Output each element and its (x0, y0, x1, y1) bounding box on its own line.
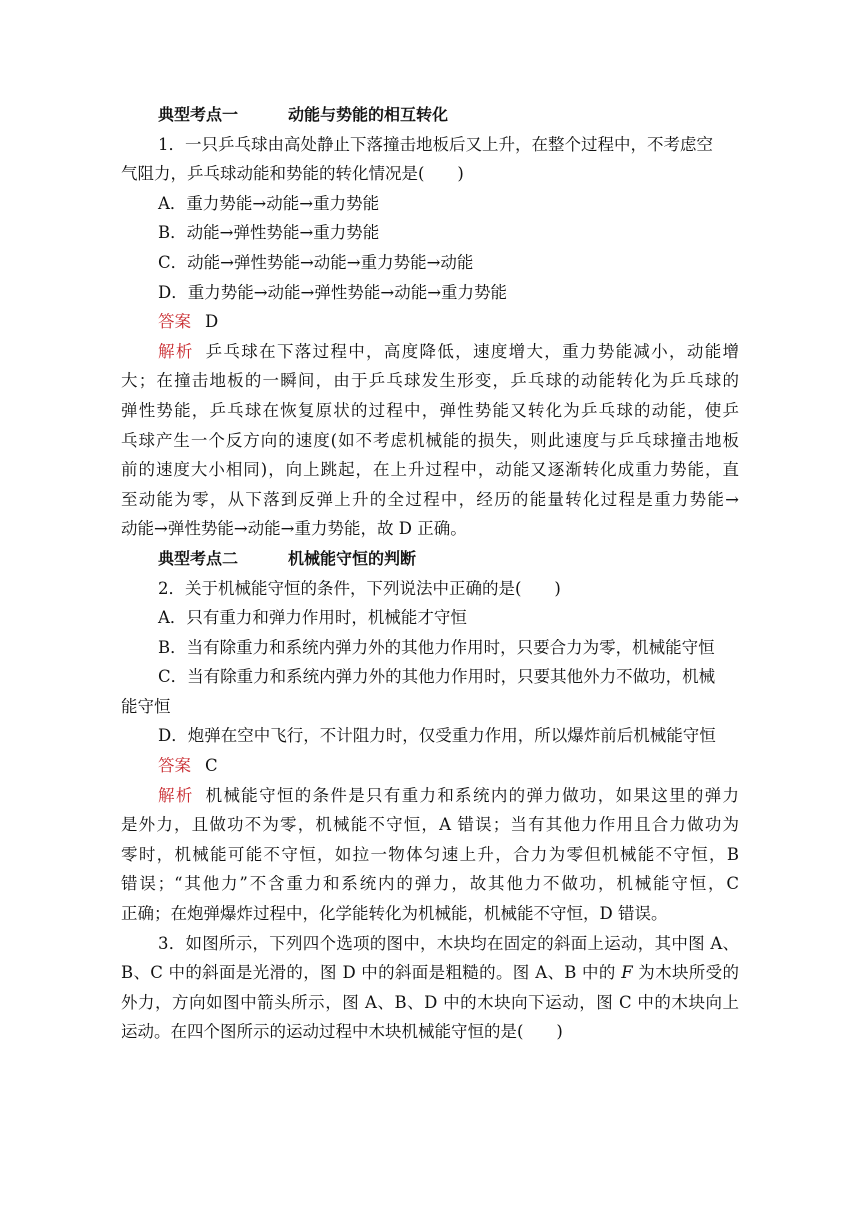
document-content (121, 100, 739, 1047)
q1-stem-line-2: 气阻力，乒乓球动能和势能的转化情况是( ) (121, 164, 464, 184)
q2-explanation-line-4: 错误；“其他力”不含重力和系统内的弹力，故其他力不做功，机械能守恒，C (121, 874, 739, 894)
q1-explanation-line-3: 弹性势能，乒乓球在恢复原状的过程中，弹性势能又转化为乒乓球的动能，使乒 (121, 400, 739, 420)
q1-explanation-line-5: 前的速度大小相同)，向上跳起，在上升过程中，动能又逐渐转化成重力势能，直 (121, 460, 739, 480)
q1-option-b: B．动能→弹性势能→重力势能 (158, 223, 380, 243)
answer-label: 答案 (158, 312, 191, 332)
section-title: 动能与势能的相互转化 (288, 105, 449, 124)
q2-answer (121, 751, 739, 781)
q3-line-1: 3．如图所示，下列四个选项的图中，木块均在固定的斜面上运动，其中图 A、 (158, 933, 739, 953)
force-variable: F (621, 963, 633, 983)
q3-line-2-post: 为木块所受的 (632, 963, 739, 983)
explanation-text: 机械能守恒的条件是只有重力和系统内的弹力做功，如果这里的弹力 (205, 785, 740, 805)
q2-explanation-line-1 (121, 781, 739, 811)
section-heading-1 (121, 100, 739, 130)
q2-option-a: A．只有重力和弹力作用时，机械能才守恒 (158, 608, 467, 628)
q2-explanation-line-2: 是外力，且做功不为零，机械能不守恒，A 错误；当有其他力作用且合力做功为 (121, 815, 739, 835)
q3-line-2-pre: B、C 中的斜面是光滑的，图 D 中的斜面是粗糙的。图 A、B 中的 (121, 963, 622, 983)
q2-option-b: B．当有除重力和系统内弹力外的其他力作用时，只要合力为零，机械能守恒 (158, 637, 715, 657)
explanation-label: 解析 (158, 785, 194, 805)
q1-explanation-line-2: 大；在撞击地板的一瞬间，由于乒乓球发生形变，乒乓球的动能转化为乒乓球的 (121, 371, 739, 391)
q2-stem: 2．关于机械能守恒的条件，下列说法中正确的是( ) (158, 578, 561, 598)
q1-answer (121, 307, 739, 337)
section-number: 典型考点二 (158, 548, 239, 568)
answer-label: 答案 (158, 756, 191, 776)
q1-stem-line-1: 1．一只乒乓球由高处静止下落撞击地板后又上升，在整个过程中，不考虑空 (158, 134, 713, 154)
q2-option-d: D．炮弹在空中飞行，不计阻力时，仅受重力作用，所以爆炸前后机械能守恒 (158, 726, 716, 746)
q3-line-3: 外力，方向如图中箭头所示，图 A、B、D 中的木块向下运动，图 C 中的木块向上 (121, 992, 739, 1012)
q2-explanation-line-5: 正确；在炮弹爆炸过程中，化学能转化为机械能，机械能不守恒，D 错误。 (121, 904, 668, 924)
q2-explanation-line-3: 零时，机械能可能不守恒，如拉一物体匀速上升，合力为零但机械能不守恒，B (121, 844, 739, 864)
answer-value: C (205, 756, 218, 776)
q1-explanation-line-7: 动能→弹性势能→动能→重力势能，故 D 正确。 (121, 519, 467, 539)
q1-explanation-line-1 (121, 337, 739, 367)
q1-explanation-line-6: 至动能为零，从下落到反弹上升的全过程中，经历的能量转化过程是重力势能→ (121, 489, 739, 509)
answer-value: D (205, 312, 219, 332)
q1-option-d: D．重力势能→动能→弹性势能→动能→重力势能 (158, 282, 508, 302)
section-heading-2 (121, 544, 739, 574)
q3-line-4: 运动。在四个图所示的运动过程中木块机械能守恒的是( ) (121, 1022, 563, 1042)
explanation-text: 乒乓球在下落过程中，高度降低，速度增大，重力势能减小，动能增 (205, 341, 740, 361)
section-title: 机械能守恒的判断 (288, 548, 417, 568)
q1-option-c: C．动能→弹性势能→动能→重力势能→动能 (158, 252, 474, 272)
q2-option-c-line-2: 能守恒 (121, 696, 171, 716)
q3-line-2 (121, 958, 739, 988)
q1-explanation-line-4: 乓球产生一个反方向的速度(如不考虑机械能的损失，则此速度与乒乓球撞击地板 (121, 430, 739, 450)
q2-option-c-line-1: C．当有除重力和系统内弹力外的其他力作用时，只要其他外力不做功，机械 (158, 667, 716, 687)
section-number: 典型考点一 (158, 105, 239, 124)
explanation-label: 解析 (158, 341, 194, 361)
q1-option-a: A．重力势能→动能→重力势能 (158, 193, 380, 213)
